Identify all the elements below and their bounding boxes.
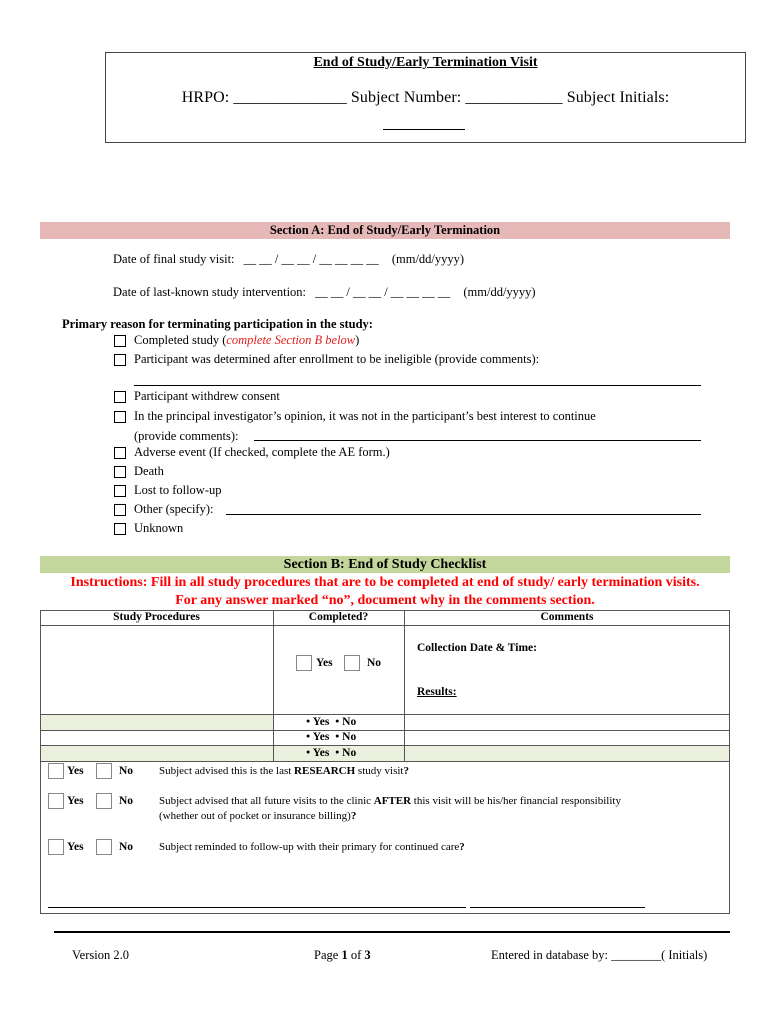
pi-comments-line[interactable]	[254, 440, 701, 441]
date-final-label: Date of final study visit:	[113, 252, 235, 266]
pi-opinion-checkbox[interactable]	[114, 411, 126, 423]
advised-financial-no-label: No	[119, 795, 134, 807]
pi-opinion-label: In the principal investigator’s opinion, it was not in the participant’s best interest to continue	[134, 409, 596, 423]
date-final-visit-row	[113, 252, 464, 267]
row-divider-b	[40, 730, 730, 731]
instructions-line-1: Instructions: Fill in all study procedures that are to be completed at end of study/ early termination visits.	[70, 575, 700, 590]
row1-no-label: No	[367, 657, 382, 669]
date-final-field[interactable]: __ __ / __ __ / __ __ __ __	[243, 252, 379, 266]
section-b-title: Section B: End of Study Checklist	[40, 556, 730, 573]
green-row-3	[41, 746, 729, 761]
form-title: End of Study/Early Termination Visit	[313, 55, 538, 70]
other-specify-line[interactable]	[226, 514, 701, 515]
row4-options[interactable]: ● Yes ● No	[306, 747, 357, 759]
header-divider	[40, 625, 730, 626]
advised-financial-yes-label: Yes	[67, 795, 84, 807]
row3-options[interactable]: ● Yes ● No	[306, 731, 357, 743]
green-row-1-proc	[41, 715, 273, 730]
lost-followup-label: Lost to follow-up	[134, 483, 222, 497]
footer-divider	[54, 931, 730, 933]
complete-section-b-link: complete Section B below	[226, 333, 356, 347]
row1-no-checkbox[interactable]	[344, 655, 360, 671]
reminded-followup-yes-label: Yes	[67, 841, 84, 853]
reminded-followup-yes-checkbox[interactable]	[48, 839, 64, 855]
lost-followup-checkbox[interactable]	[114, 485, 126, 497]
withdrew-consent-label: Participant withdrew consent	[134, 389, 280, 403]
advised-last-visit-yes-label: Yes	[67, 765, 84, 777]
completed-study-checkbox[interactable]	[114, 335, 126, 347]
completed-study-label: Completed study (complete Section B below)	[134, 333, 360, 347]
advised-financial-text-line2: (whether out of pocket or insurance billing)?	[159, 810, 357, 822]
other-checkbox[interactable]	[114, 504, 126, 516]
col-divider-2b	[404, 714, 405, 761]
page-number: Page 1 of 3	[314, 948, 371, 962]
death-checkbox[interactable]	[114, 466, 126, 478]
section-a-title: Section A: End of Study/Early Termination	[40, 222, 730, 239]
date-final-format: (mm/dd/yyyy)	[391, 252, 465, 266]
row-divider-d	[40, 761, 730, 762]
pi-comments-label: (provide comments):	[134, 429, 239, 443]
collection-date-label: Collection Date & Time:	[417, 642, 537, 654]
subject-info-line: HRPO: ______________ Subject Number: ____________ Subject Initials:	[181, 89, 670, 106]
advised-financial-text: Subject advised that all future visits to the clinic AFTER this visit will be his/her financial responsibility	[159, 795, 621, 807]
results-label: Results:	[417, 686, 457, 698]
advised-last-visit-yes-checkbox[interactable]	[48, 763, 64, 779]
advised-financial-no-checkbox[interactable]	[96, 793, 112, 809]
reminded-followup-no-checkbox[interactable]	[96, 839, 112, 855]
row2-options[interactable]: ● Yes ● No	[306, 716, 357, 728]
date-last-intervention-row	[113, 285, 536, 300]
reminded-followup-text: Subject reminded to follow-up with their primary for continued care?	[159, 841, 465, 853]
date-last-format: (mm/dd/yyyy)	[463, 285, 536, 299]
ineligible-comments-line[interactable]	[134, 385, 701, 386]
advised-financial-yes-checkbox[interactable]	[48, 793, 64, 809]
adverse-event-checkbox[interactable]	[114, 447, 126, 459]
col-divider-1b	[273, 714, 274, 761]
withdrew-consent-checkbox[interactable]	[114, 391, 126, 403]
row1-yes-checkbox[interactable]	[296, 655, 312, 671]
ineligible-checkbox[interactable]	[114, 354, 126, 366]
advised-last-visit-text: Subject advised this is the last RESEARCH study visit?	[159, 765, 409, 777]
primary-reason-label: Primary reason for terminating participation in the study:	[62, 317, 373, 331]
col-study-procedures: Study Procedures	[113, 611, 200, 623]
checklist-table	[40, 610, 730, 914]
row1-yes-label: Yes	[316, 657, 333, 669]
entered-in-database: Entered in database by: ________( Initials)	[491, 948, 708, 962]
unknown-label: Unknown	[134, 521, 184, 535]
ineligible-label: Participant was determined after enrollment to be ineligible (provide comments):	[134, 352, 540, 366]
instructions-line-2: For any answer marked “no”, document why in the comments section.	[175, 593, 595, 608]
other-label: Other (specify):	[134, 502, 214, 516]
col-completed: Completed?	[308, 611, 369, 623]
adverse-event-label: Adverse event (If checked, complete the AE form.)	[134, 445, 390, 459]
advised-last-visit-no-checkbox[interactable]	[96, 763, 112, 779]
signature-line[interactable]	[48, 907, 466, 908]
death-label: Death	[134, 464, 164, 478]
unknown-checkbox[interactable]	[114, 523, 126, 535]
subject-initials-field[interactable]	[383, 129, 465, 130]
date-last-label: Date of last-known study intervention:	[113, 285, 307, 299]
version-label: Version 2.0	[72, 948, 129, 962]
row-divider-c	[40, 745, 730, 746]
col-comments: Comments	[540, 611, 594, 623]
advised-last-visit-no-label: No	[119, 765, 134, 777]
reminded-followup-no-label: No	[119, 841, 134, 853]
date-last-field[interactable]: __ __ / __ __ / __ __ __ __	[315, 285, 451, 299]
date-line[interactable]	[470, 907, 645, 908]
